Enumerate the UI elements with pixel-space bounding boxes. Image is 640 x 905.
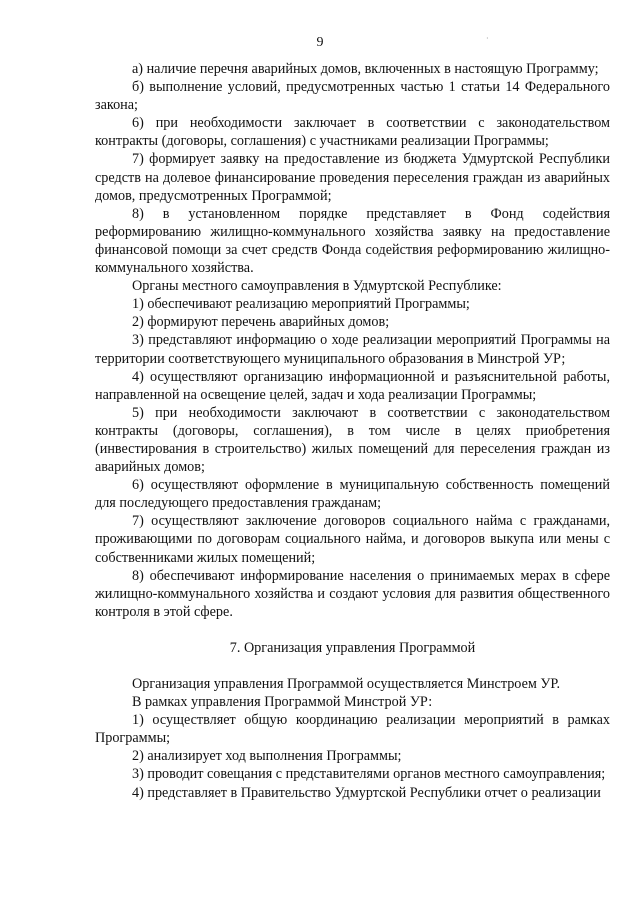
paragraph: 4) представляет в Правительство Удмуртской Республики отчет о реализации	[132, 784, 601, 801]
paragraph: 1) обеспечивают реализацию мероприятий Программы;	[132, 296, 470, 313]
paragraph: 7) осуществляют заключение договоров социального найма с гражданами, проживающими по договорам социального найма, и договоров выкупа или мены с собственниками жилых помещений;	[95, 513, 610, 566]
bottom-paragraphs	[95, 675, 610, 802]
paragraph: а) наличие перечня аварийных домов, включенных в настоящую Программу;	[132, 61, 599, 77]
paragraph: 1) осуществляет общую координацию реализации мероприятий в рамках Программы;	[95, 712, 610, 747]
paragraph: 6) осуществляют оформление в муниципальную собственность помещений для последующего предоставления гражданам;	[95, 477, 610, 512]
paragraph: 6) при необходимости заключает в соответствии с законодательством контракты (договоры, соглашения) с участниками реализации Программы;	[95, 115, 610, 150]
page-number: 9	[316, 35, 324, 50]
paragraph: 4) осуществляют организацию информационной и разъяснительной работы, направленной на освещение целей, задач и хода реализации Программы;	[95, 368, 610, 403]
paragraph: 2) анализирует ход выполнения Программы;	[132, 748, 402, 765]
paragraph: 5) при необходимости заключают в соответствии с законодательством контракты (договоры, соглашения), в том числе в целях приобретения (инвестирования в строительство) жилых помещений для переселения граждан из аварийных домов;	[95, 404, 610, 476]
paragraph: 8) обеспечивают информирование населения о принимаемых мерах в сфере жилищно-коммунального хозяйства и создают условия для развития общественного контроля в этой сфере.	[95, 567, 610, 620]
top-paragraphs	[95, 60, 610, 621]
paragraph: 7) формирует заявку на предоставление из бюджета Удмуртской Республики средств на долевое финансирование проведения переселения граждан из аварийных домов, предусмотренных Программой;	[95, 151, 610, 204]
paragraph: 3) представляют информацию о ходе реализации мероприятий Программы на территории соответствующего муниципального образования в Минстрой УР;	[95, 332, 610, 367]
paragraph: Организация управления Программой осуществляется Минстроем УР.	[132, 676, 561, 692]
body-text	[95, 60, 610, 802]
paragraph: В рамках управления Программой Минстрой УР:	[132, 694, 433, 711]
paragraph: б) выполнение условий, предусмотренных частью 1 статьи 14 Федерального закона;	[95, 79, 610, 114]
section-heading: 7. Организация управления Программой	[229, 639, 476, 656]
paragraph: Органы местного самоуправления в Удмуртской Республике:	[132, 278, 502, 295]
paragraph: 8) в установленном порядке представляет в Фонд содействия реформированию жилищно-коммунального хозяйства заявку на предоставление финансовой помощи за счет средств Фонда содействия реформированию жилищно-коммунального хозяйства.	[95, 205, 610, 277]
stray-mark: ·	[486, 34, 489, 43]
paragraph: 3) проводит совещания с представителями органов местного самоуправления;	[132, 766, 606, 783]
paragraph: 2) формируют перечень аварийных домов;	[132, 314, 390, 331]
